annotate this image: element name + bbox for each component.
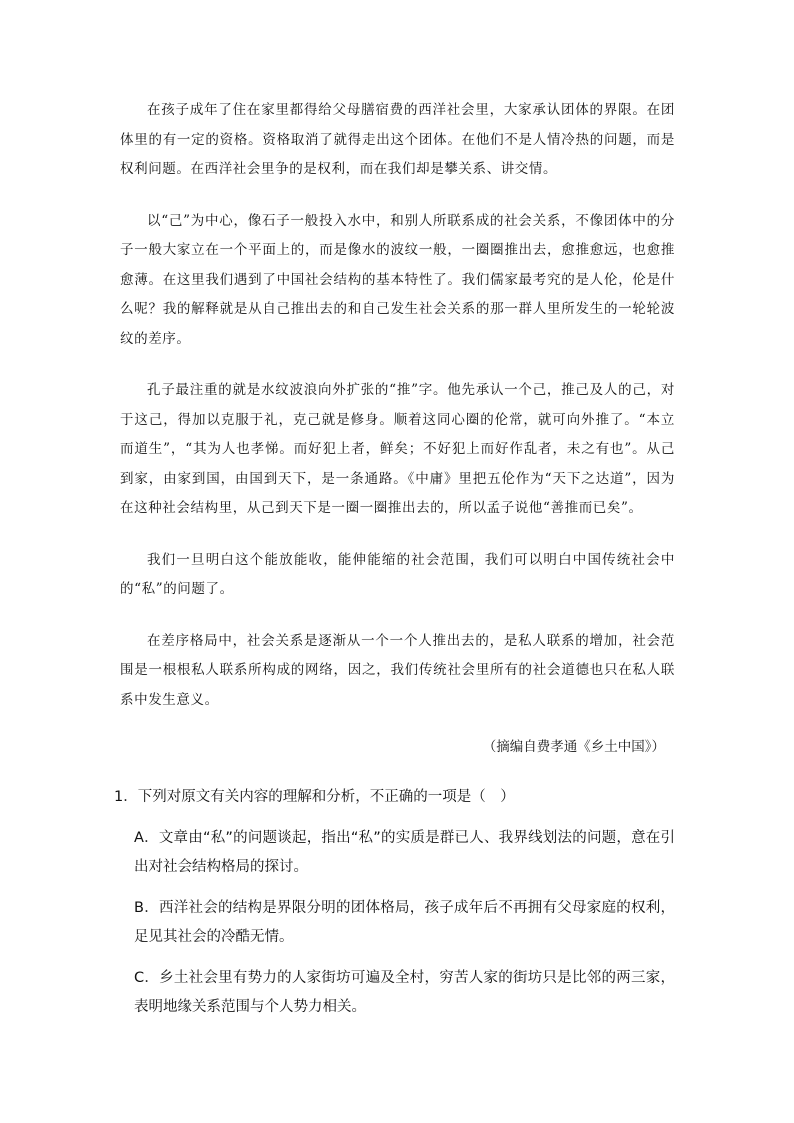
question-1 <box>114 783 675 1022</box>
option-a: A．文章由“私”的问题谈起，指出“私”的实质是群已人、我界线划法的问题，意在引出对社会结构格局的探讨。 <box>134 830 675 875</box>
passage-paragraph: 在差序格局中，社会关系是逐渐从一个一个人推出去的，是私人联系的增加，社会范围是一根根私人联系所构成的网络，因之，我们传统社会里所有的社会道德也只在私人联系中发生意义。 <box>120 632 675 708</box>
exam-page <box>114 96 675 1034</box>
reading-passage <box>120 96 675 715</box>
passage-paragraph: 以“己”为中心，像石子一般投入水中，和别人所联系成的社会关系，不像团体中的分子一般大家立在一个平面上的，而是像水的波纹一般，一圈圈推出去，愈推愈远，也愈推愈薄。在这里我们遇到了中国社会结构的基本特性了。我们儒家最考究的是人伦，伦是什么呢？我的解释就是从自己推出去的和自己发生社会关系的那一群人里所发生的一轮轮波纹的差序。 <box>120 212 675 347</box>
option-c: C．乡土社会里有势力的人家街坊可遍及全村，穷苦人家的街坊只是比邻的两三家，表明地缘关系范围与个人势力相关。 <box>134 970 675 1015</box>
option-b: B．西洋社会的结构是界限分明的团体格局，孩子成年后不再拥有父母家庭的权利，足见其社会的冷酷无情。 <box>134 900 675 945</box>
question-stem: 1．下列对原文有关内容的理解和分析，不正确的一项是（ ） <box>114 789 515 805</box>
passage-paragraph: 在孩子成年了住在家里都得给父母膳宿费的西洋社会里，大家承认团体的界限。在团体里的有一定的资格。资格取消了就得走出这个团体。在他们不是人情冷热的问题，而是权利问题。在西洋社会里争的是权利，而在我们却是攀关系、讲交情。 <box>120 102 675 177</box>
passage-paragraph: 孔子最注重的就是水纹波浪向外扩张的“推”字。他先承认一个己，推己及人的己，对于这己，得加以克服于礼，克己就是修身。顺着这同心圈的伦常，就可向外推了。“本立而道生”，“其为人也孝悌。而好犯上者，鲜矣；不好犯上而好作乱者，未之有也”。从己到家，由家到国，由国到天下，是一条通路。《中庸》里把五伦作为“天下之达道”，因为在这种社会结构里，从己到天下是一圈一圈推出去的，所以孟子说他“善推而已矣”。 <box>120 382 675 516</box>
passage-source: （摘编自费孝通《乡土中国》） <box>482 739 665 755</box>
passage-paragraph: 我们一旦明白这个能放能收，能伸能缩的社会范围，我们可以明白中国传统社会中的“私”的问题了。 <box>120 551 675 597</box>
